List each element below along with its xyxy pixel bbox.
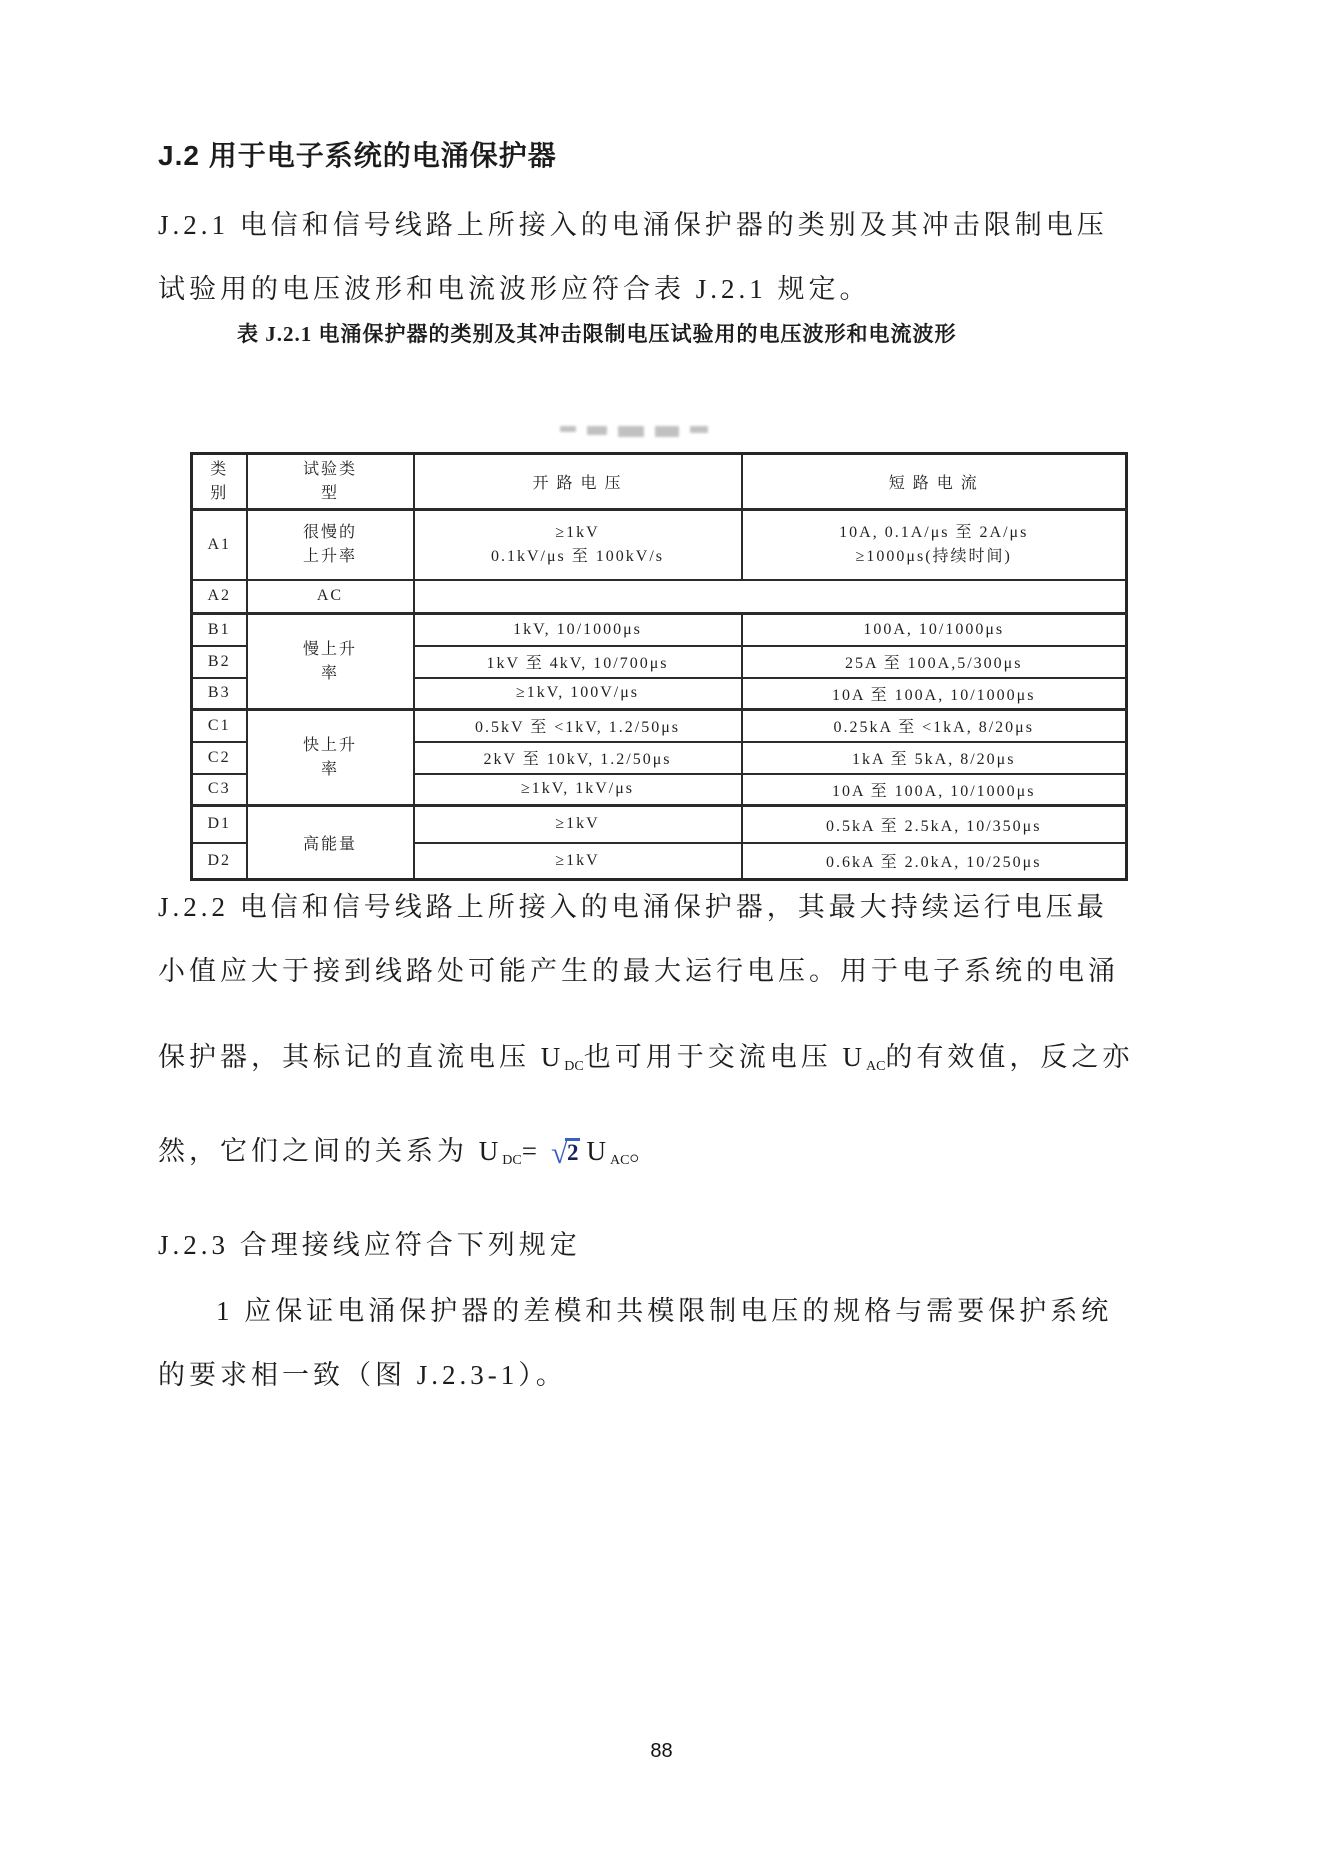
- cell-b2-short-current: 25A 至 100A,5/300μs: [742, 646, 1127, 678]
- table-row-d1: [192, 806, 1127, 843]
- table-row-a2: [192, 580, 1127, 614]
- para-j22-line3: 保护器，其标记的直流电压 $U_{DC}$也可用于交流电压 $U_{AC}$的有效值，反之亦: [158, 1042, 1134, 1074]
- table-row-c1: [192, 710, 1127, 742]
- cell-d2-short-current: 0.6kA 至 2.0kA, 10/250μs: [742, 843, 1127, 880]
- cell-c3-category: C3: [192, 774, 247, 806]
- table-row-b1: [192, 614, 1127, 646]
- illegible-artifact: [560, 426, 719, 440]
- cell-b2-category: B2: [192, 646, 247, 678]
- cell-d-group-test-type: 高能量: [247, 806, 414, 880]
- cell-c2-open-voltage: 2kV 至 10kV, 1.2/50μs: [414, 742, 742, 774]
- header-short-circuit-current: 短 路 电 流: [742, 454, 1127, 510]
- cell-a1-short-current: 10A, 0.1A/μs 至 2A/μs ≥1000μs(持续时间): [742, 510, 1127, 580]
- cell-b1-category: B1: [192, 614, 247, 646]
- cell-c2-short-current: 1kA 至 5kA, 8/20μs: [742, 742, 1127, 774]
- page-number: 88: [650, 1740, 673, 1762]
- cell-c1-short-current: 0.25kA 至 <1kA, 8/20μs: [742, 710, 1127, 742]
- para-j23-item1-line2: 的要求相一致（图 J.2.3-1）。: [158, 1360, 567, 1390]
- para-j21-line2: 试验用的电压波形和电流波形应符合表 J.2.1 规定。: [158, 274, 871, 304]
- cell-b2-open-voltage: 1kV 至 4kV, 10/700μs: [414, 646, 742, 678]
- cell-d1-category: D1: [192, 806, 247, 843]
- cell-a1-test-type: 很慢的 上升率: [247, 510, 414, 580]
- section-heading: J.2 用于电子系统的电涌保护器: [158, 140, 557, 171]
- cell-a2-merged-empty: [414, 580, 1127, 614]
- header-open-circuit-voltage: 开 路 电 压: [414, 454, 742, 510]
- cell-a2-category: A2: [192, 580, 247, 614]
- subscript-ac: AC: [865, 1059, 886, 1074]
- subscript-dc: DC: [564, 1059, 584, 1074]
- cell-c2-category: C2: [192, 742, 247, 774]
- subscript-ac: AC: [609, 1153, 630, 1168]
- para-j22-line4: 然，它们之间的关系为 $U_{DC}= √2$ $U_{AC}$。: [158, 1135, 661, 1170]
- cell-a2-test-type: AC: [247, 580, 414, 614]
- header-category: 类 别: [192, 454, 247, 510]
- para-j23-heading: J.2.3 合理接线应符合下列规定: [158, 1230, 581, 1260]
- cell-b3-short-current: 10A 至 100A, 10/1000μs: [742, 678, 1127, 710]
- para-j23-item1-line1: 1 应保证电涌保护器的差模和共模限制电压的规格与需要保护系统: [216, 1296, 1113, 1326]
- cell-d1-short-current: 0.5kA 至 2.5kA, 10/350μs: [742, 806, 1127, 843]
- para-j22-line2: 小值应大于接到线路处可能产生的最大运行电压。用于电子系统的电涌: [158, 956, 1119, 986]
- table-row-a1: [192, 510, 1127, 580]
- table-header-row: [192, 454, 1127, 510]
- cell-b-group-test-type: 慢上升 率: [247, 614, 414, 710]
- cell-b1-open-voltage: 1kV, 10/1000μs: [414, 614, 742, 646]
- cell-b3-category: B3: [192, 678, 247, 710]
- header-test-type: 试验类 型: [247, 454, 414, 510]
- para-j21-line1: J.2.1 电信和信号线路上所接入的电涌保护器的类别及其冲击限制电压: [158, 210, 1108, 240]
- cell-c1-category: C1: [192, 710, 247, 742]
- cell-d2-open-voltage: ≥1kV: [414, 843, 742, 880]
- sqrt-2-formula: √2: [550, 1135, 579, 1170]
- cell-b1-short-current: 100A, 10/1000μs: [742, 614, 1127, 646]
- subscript-dc: DC: [502, 1153, 522, 1168]
- cell-d1-open-voltage: ≥1kV: [414, 806, 742, 843]
- cell-c-group-test-type: 快上升 率: [247, 710, 414, 806]
- cell-a1-open-voltage: ≥1kV 0.1kV/μs 至 100kV/s: [414, 510, 742, 580]
- cell-b3-open-voltage: ≥1kV, 100V/μs: [414, 678, 742, 710]
- cell-d2-category: D2: [192, 843, 247, 880]
- spd-category-table: [190, 452, 1128, 881]
- cell-c3-open-voltage: ≥1kV, 1kV/μs: [414, 774, 742, 806]
- cell-a1-category: A1: [192, 510, 247, 580]
- cell-c3-short-current: 10A 至 100A, 10/1000μs: [742, 774, 1127, 806]
- table-caption: 表 J.2.1 电涌保护器的类别及其冲击限制电压试验用的电压波形和电流波形: [237, 322, 957, 346]
- cell-c1-open-voltage: 0.5kV 至 <1kV, 1.2/50μs: [414, 710, 742, 742]
- para-j22-line1: J.2.2 电信和信号线路上所接入的电涌保护器，其最大持续运行电压最: [158, 892, 1108, 922]
- radical-sign: √: [550, 1135, 568, 1170]
